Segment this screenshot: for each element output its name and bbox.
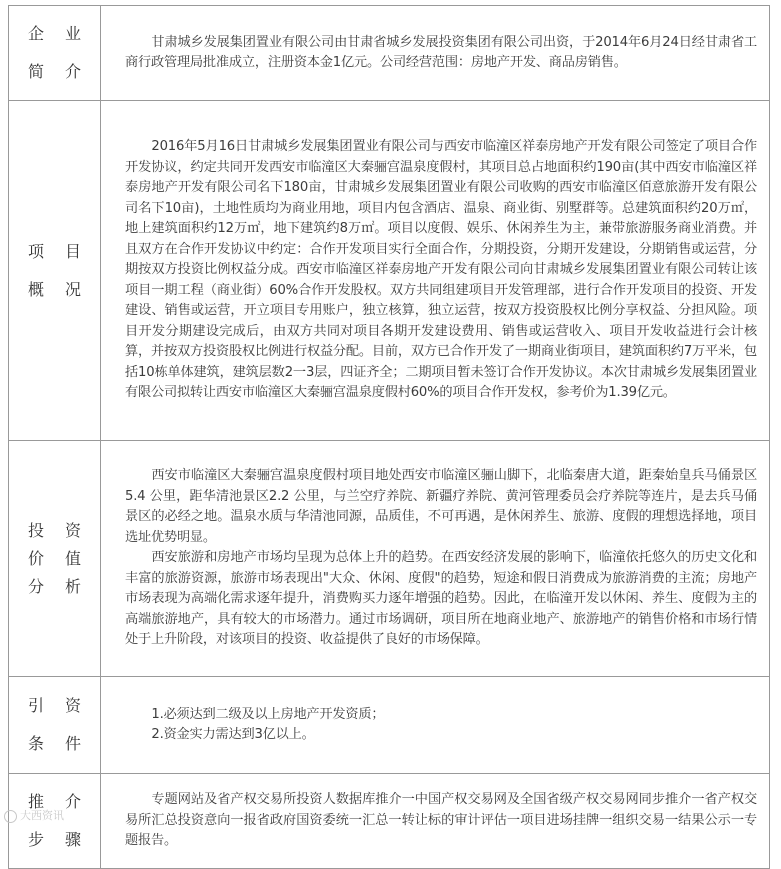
label-line: 投 资 xyxy=(27,520,90,540)
label-line: 推 介 xyxy=(27,792,90,811)
label-line: 引 资 xyxy=(27,696,90,715)
label-project-overview xyxy=(9,101,101,441)
row-project-overview xyxy=(9,101,770,441)
content-investment-analysis xyxy=(101,441,770,677)
condition-item: 1.必须达到二级及以上房地产开发资质； xyxy=(151,706,385,722)
label-line: 价 值 xyxy=(27,548,90,568)
content-company-intro xyxy=(101,6,770,101)
label-investment-conditions xyxy=(9,677,101,774)
content-promotion-steps xyxy=(101,774,770,869)
condition-item: 2.资金实力需达到3亿以上。 xyxy=(151,727,315,742)
content-project-overview xyxy=(101,101,770,441)
row-investment-analysis xyxy=(9,441,770,677)
label-company-intro xyxy=(9,6,101,101)
watermark xyxy=(4,807,64,823)
paragraph: 西安旅游和房地产市场均呈现为总体上升的趋势。在西安经济发展的影响下，临潼依托悠久的历史文化和丰富的旅游资源，旅游市场表现出"大众、休闲、度假"的趋势，短途和假日消费成为旅游消费的主流；房地产市场表现为高端化需求逐年提升，消费购买力逐年增强的趋势。因此，在临潼开发以休闲、养生、度假为主的高端旅游地产，具有较大的市场潜力。通过市场调研，项目所在地商业地产、旅游地产的销售价格和市场行情处于上升阶段，对该项目的投资、收益提供了良好的市场保障。 xyxy=(125,550,757,648)
label-line: 简 介 xyxy=(27,62,90,81)
paragraph: 2016年5月16日甘肃城乡发展集团置业有限公司与西安市临潼区祥泰房地产开发有限公司签定了项目合作开发协议，约定共同开发西安市临潼区大秦骊宫温泉度假村，其项目总占地面积约190亩(其中西安市临潼区祥泰房地产开发有限公司名下180亩，甘肃城乡发展集团置业有限公司收购的西安市临潼区佰意旅游开发有限公司名下10亩)，土地性质均为商业用地，项目内包含酒店、温泉、商业街、别墅群等。总建筑面积约20万㎡，地上建筑面积约12万㎡，地下建筑约8万㎡。项目以度假、娱乐、休闲养生为主，兼带旅游服务商业消费。并且双方在合作开发协议中约定：合作开发项目实行全面合作，分期投资，分期开发建设，分期销售或运营，分期按双方投资比例权益分成。西安市临潼区祥泰房地产开发有限公司向甘肃城乡发展集团置业有限公司转让该项目一期工程（商业街）60%合作开发股权。双方共同组建项目开发管理部，进行合作开发项目的投资、开发建设、销售或运营，开立项目专用账户，独立核算，独立运营，按双方投资股权比例分享权益、分担风险。项目开发分期建设完成后，由双方共同对项目各期开发建设费用、销售或运营收入、项目开发收益进行会计核算，并按双方投资股权比例进行权益分配。目前，双方已合作开发了一期商业街项目，建筑面积约7万平米，包括10栋单体建筑，建筑层数2一3层，四证齐全；二期项目暂未签订合作开发协议。本次甘肃城乡发展集团置业有限公司拟转让西安市临潼区大秦骊宫温泉度假村60%的项目合作开发权，参考价为1.39亿元。 xyxy=(125,139,757,401)
paragraph: 甘肃城乡发展集团置业有限公司由甘肃省城乡发展投资集团有限公司出资，于2014年6月24日经甘肃省工商行政管理局批准成立，注册资本金1亿元。公司经营范围：房地产开发、商品房销售。 xyxy=(125,34,757,70)
watermark-logo-icon xyxy=(4,810,17,823)
label-line: 步 骤 xyxy=(27,830,90,849)
project-info-table xyxy=(8,5,770,869)
row-promotion-steps xyxy=(9,774,770,869)
label-line: 企 业 xyxy=(27,24,90,43)
label-investment-analysis xyxy=(9,441,101,677)
label-line: 概 况 xyxy=(27,279,90,299)
watermark-text: 大西资讯 xyxy=(20,809,64,822)
content-investment-conditions xyxy=(101,677,770,774)
row-company-intro xyxy=(9,6,770,101)
label-line: 分 析 xyxy=(27,576,90,596)
paragraph: 西安市临潼区大秦骊宫温泉度假村项目地处西安市临潼区骊山脚下，北临秦唐大道，距秦始皇兵马俑景区5.4 公里，距华清池景区2.2 公里，与兰空疗养院、新疆疗养院、黄河管理委员会疗养院等连片，是去兵马俑景区的必经之地。温泉水质与华清池同源，品质佳，不可再遇，是休闲养生、旅游、度假的理想选择地，项目选址优势明显。 xyxy=(125,468,757,545)
label-line: 条 件 xyxy=(27,734,90,753)
label-line: 项 目 xyxy=(27,241,90,261)
row-investment-conditions xyxy=(9,677,770,774)
paragraph: 专题网站及省产权交易所投资人数据库推介一中国产权交易网及全国省级产权交易网同步推介一省产权交易所汇总投资意向一报省政府国资委统一汇总一转让标的审计评估一项目进场挂牌一组织交易一结果公示一专题报告。 xyxy=(125,792,757,849)
